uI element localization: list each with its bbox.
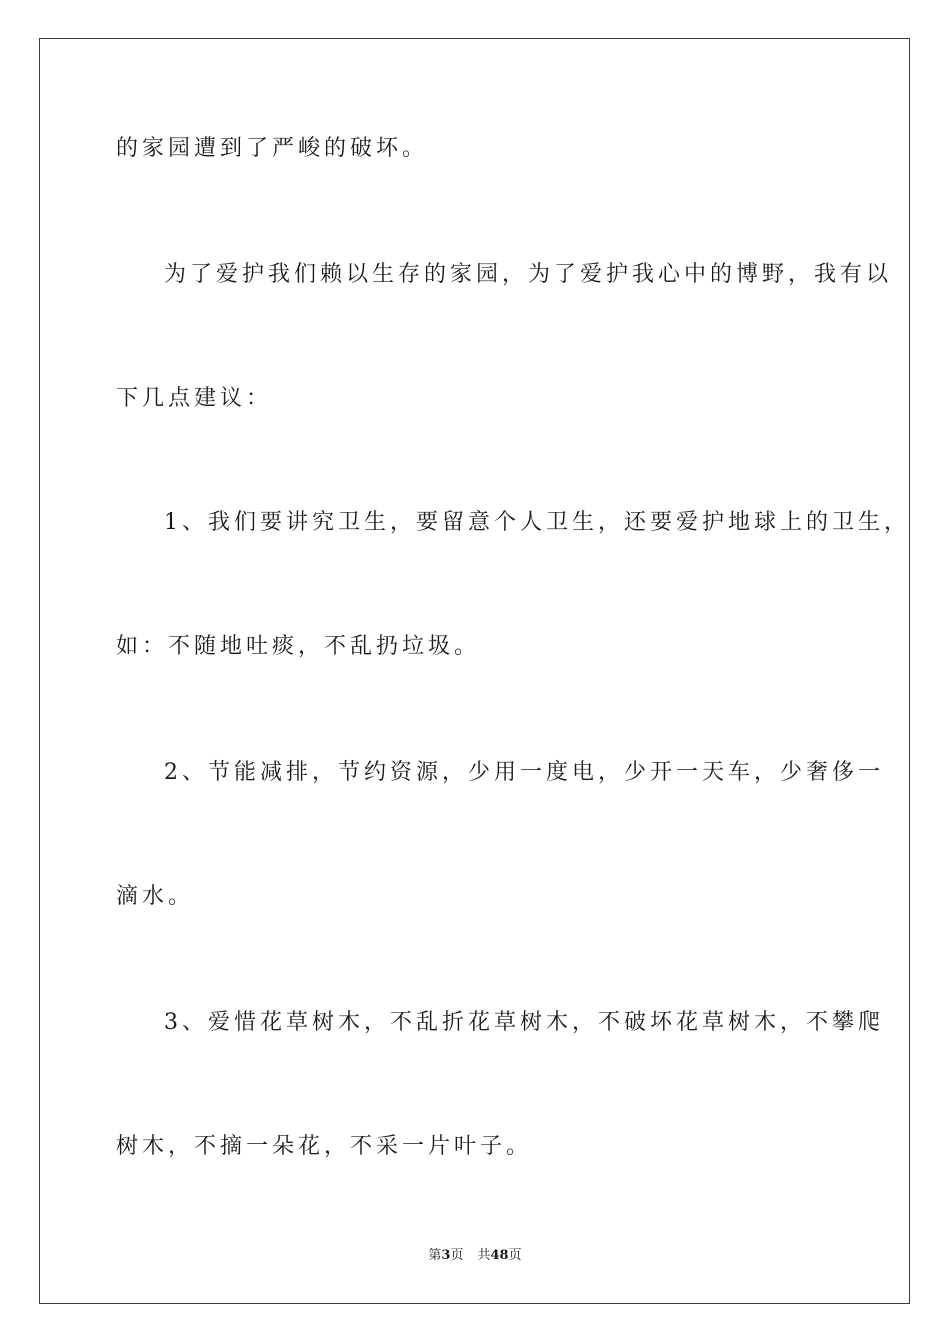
page-prefix: 第 <box>428 1248 442 1263</box>
text-line-3: 下几点建议： <box>116 386 273 411</box>
text-line-5: 如：不随地吐痰，不乱扔垃圾。 <box>116 634 481 659</box>
text-line-1: 的家园遭到了严峻的破坏。 <box>116 136 429 161</box>
text-line-7: 滴水。 <box>116 884 195 909</box>
page-frame <box>39 38 910 1304</box>
total-prefix: 共 <box>477 1248 491 1263</box>
total-suffix: 页 <box>508 1248 522 1263</box>
page-suffix: 页 <box>450 1248 464 1263</box>
text-line-9: 树木，不摘一朵花，不采一片叶子。 <box>116 1134 533 1159</box>
text-line-8: 3、爱惜花草树木，不乱折花草树木，不破坏花草树木，不攀爬 <box>164 1010 884 1035</box>
page-footer <box>0 1246 950 1266</box>
text-line-4: 1、我们要讲究卫生，要留意个人卫生，还要爱护地球上的卫生， <box>164 510 910 535</box>
total-pages: 48 <box>490 1248 509 1263</box>
text-line-2: 为了爱护我们赖以生存的家园，为了爱护我心中的博野，我有以 <box>164 262 893 287</box>
text-line-6: 2、节能减排，节约资源，少用一度电，少开一天车，少奢侈一 <box>164 760 884 785</box>
page-number: 3 <box>441 1248 451 1263</box>
